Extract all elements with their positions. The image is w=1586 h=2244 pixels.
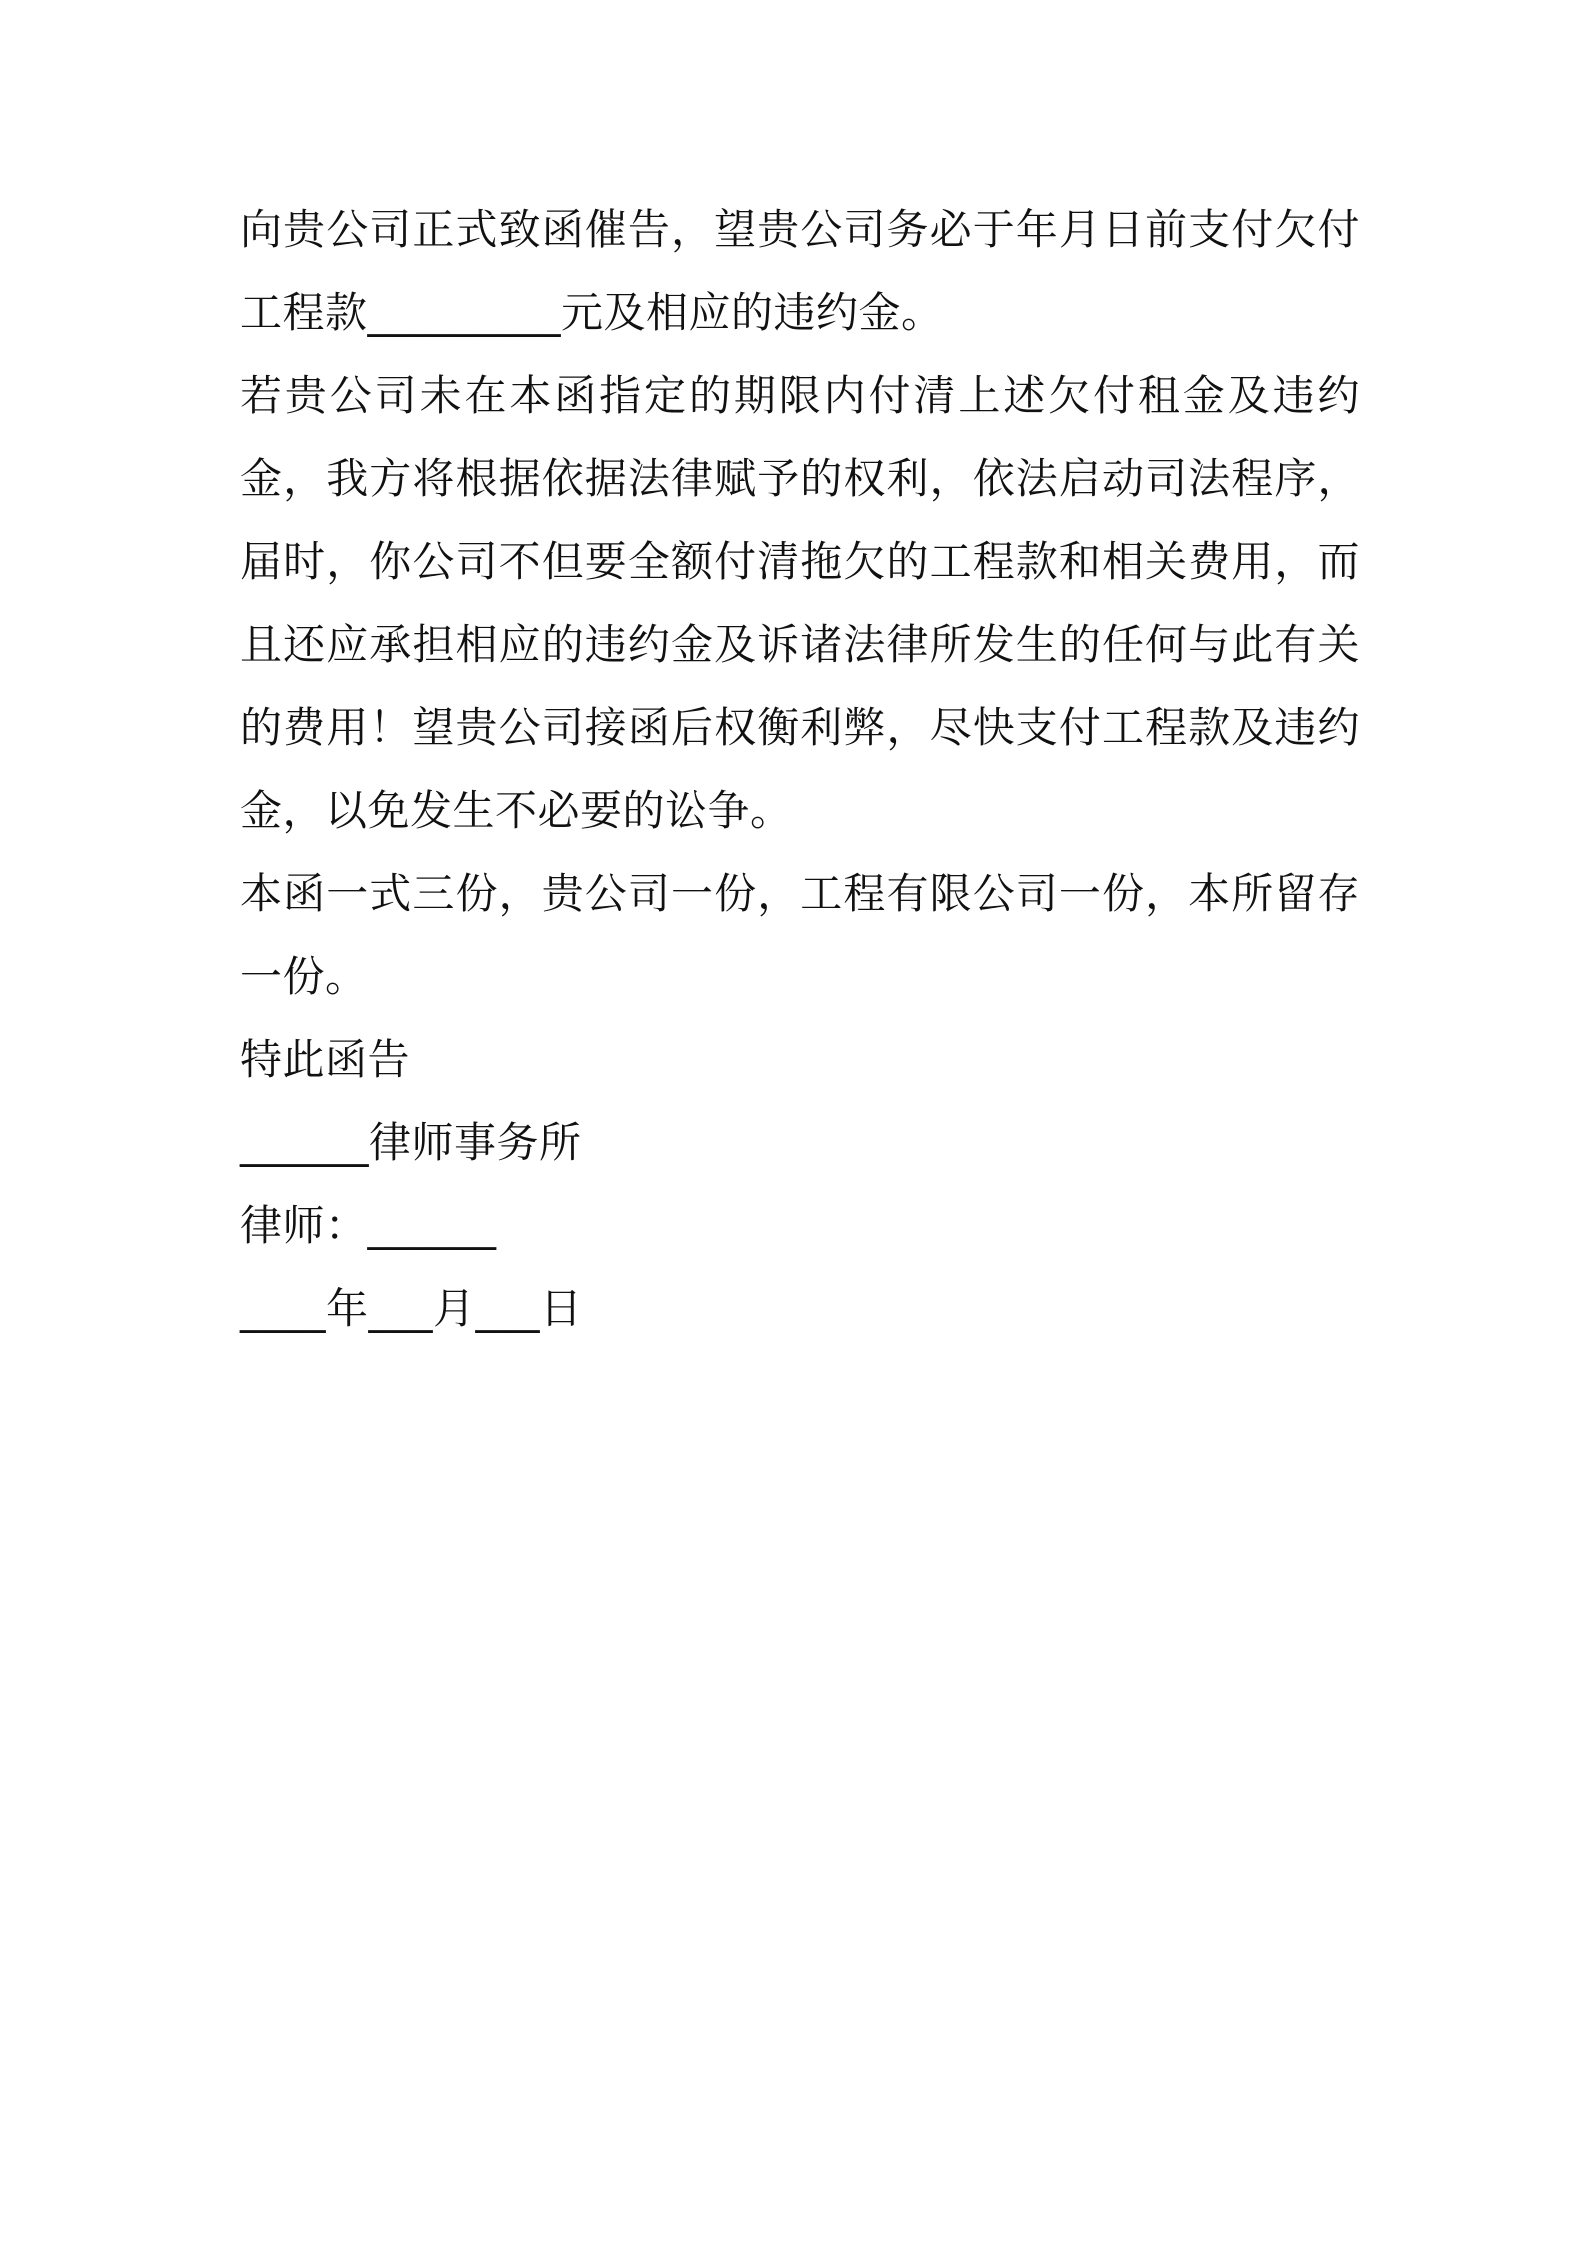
- copies-paragraph: 本函一式三份，贵公司一份，工程有限公司一份，本所留存一份。: [240, 869, 1360, 1001]
- date-line: ____年___月___日: [240, 1284, 583, 1333]
- consequence-paragraph: 若贵公司未在本函指定的期限内付清上述欠付租金及违约金，我方将根据依据法律赋予的权利，依法启动司法程序，届时，你公司不但要全额付清拖欠的工程款和相关费用，而且还应承担相应的违约金及诉诸法律所发生的任何与此有关的费用！望贵公司接函后权衡利弊，尽快支付工程款及违约金，以免发生不必要的讼争。: [240, 371, 1360, 835]
- law-firm-line: ______律师事务所: [240, 1118, 582, 1167]
- letter-body: [240, 188, 1360, 1350]
- closing-line: 特此函告: [240, 1035, 411, 1084]
- payment-demand-paragraph: 向贵公司正式致函催告，望贵公司务必于年月日前支付欠付工程款_________元及相应的违约金。: [240, 205, 1360, 337]
- lawyer-signature-line: 律师：______: [240, 1201, 497, 1250]
